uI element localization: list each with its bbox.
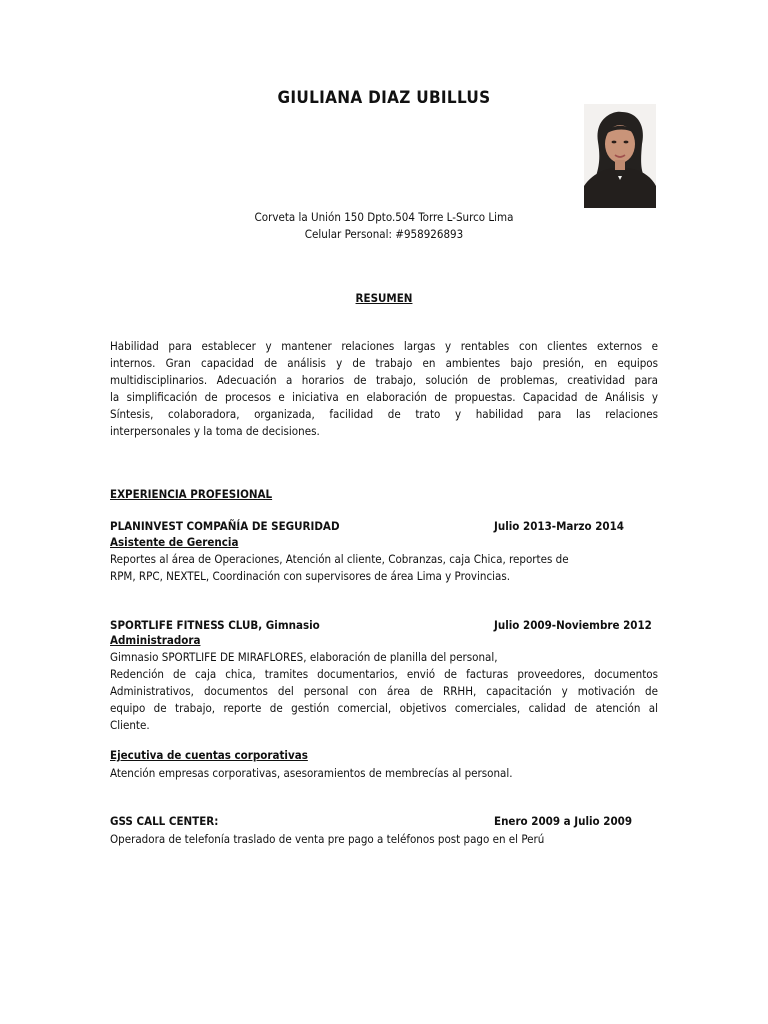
address-text: Corveta la Unión 150 Dpto.504 Torre L-Surco Lima bbox=[254, 210, 514, 224]
contact-block bbox=[0, 209, 768, 243]
job-line: equipo de trabajo, reporte de gestión comercial, objetivos comerciales, calidad de atención al bbox=[110, 701, 658, 715]
job-line: Gimnasio SPORTLIFE DE MIRAFLORES, elaboración de planilla del personal, bbox=[110, 650, 498, 664]
job-role-secondary: Ejecutiva de cuentas corporativas bbox=[110, 748, 308, 762]
job-header bbox=[110, 519, 658, 536]
resumen-line: Habilidad para establecer y mantener relaciones largas y rentables con clientes externos e bbox=[110, 339, 658, 353]
job-role: Administradora bbox=[110, 633, 201, 647]
job-header bbox=[110, 814, 658, 831]
job-line: Cliente. bbox=[110, 718, 150, 732]
portrait-photo bbox=[584, 104, 656, 208]
job-description bbox=[110, 831, 658, 848]
resumen-heading: RESUMEN bbox=[355, 291, 413, 305]
job-line: Atención empresas corporativas, asesoramientos de membrecías al personal. bbox=[110, 766, 513, 780]
job-company: PLANINVEST COMPAÑÍA DE SEGURIDAD bbox=[110, 519, 340, 533]
job-dates: Enero 2009 a Julio 2009 bbox=[494, 814, 633, 828]
experiencia-heading: EXPERIENCIA PROFESIONAL bbox=[110, 487, 273, 501]
resumen-line: la simplificación de procesos e iniciativa en elaboración de propuestas. Capacidad de Análisis y bbox=[110, 390, 658, 404]
job-description bbox=[110, 551, 658, 585]
phone-text: Celular Personal: #958926893 bbox=[304, 227, 464, 241]
job-company: SPORTLIFE FITNESS CLUB, Gimnasio bbox=[110, 618, 320, 632]
portrait-icon bbox=[584, 104, 656, 208]
job-line: Redención de caja chica, tramites documentarios, envió de facturas proveedores, documentos bbox=[110, 667, 658, 681]
resumen-line: internos. Gran capacidad de análisis y de trabajo en ambientes bajo presión, en equipos bbox=[110, 356, 658, 370]
job-company: GSS CALL CENTER: bbox=[110, 814, 219, 828]
job-description bbox=[110, 649, 658, 734]
job-line: RPM, RPC, NEXTEL, Coordinación con supervisores de área Lima y Provincias. bbox=[110, 569, 511, 583]
job-description-secondary bbox=[110, 765, 658, 782]
job-line: Operadora de telefonía traslado de venta pre pago a teléfonos post pago en el Perú bbox=[110, 832, 545, 846]
candidate-name: GIULIANA DIAZ UBILLUS bbox=[277, 88, 491, 108]
job-line: Reportes al área de Operaciones, Atención al cliente, Cobranzas, caja Chica, reportes de bbox=[110, 552, 569, 566]
job-dates: Julio 2013-Marzo 2014 bbox=[494, 519, 625, 533]
resumen-line: interpersonales y la toma de decisiones. bbox=[110, 424, 320, 438]
job-role: Asistente de Gerencia bbox=[110, 535, 239, 549]
resumen-line: multidisciplinarios. Adecuación a horarios de trabajo, solución de problemas, creatividad para bbox=[110, 373, 658, 387]
resumen-line: Síntesis, colaboradora, organizada, facilidad de trato y habilidad para las relaciones bbox=[110, 407, 658, 421]
job-dates: Julio 2009-Noviembre 2012 bbox=[494, 618, 652, 632]
resumen-paragraph bbox=[110, 338, 658, 440]
job-line: Administrativos, documentos del personal con área de RRHH, capacitación y motivación de bbox=[110, 684, 658, 698]
